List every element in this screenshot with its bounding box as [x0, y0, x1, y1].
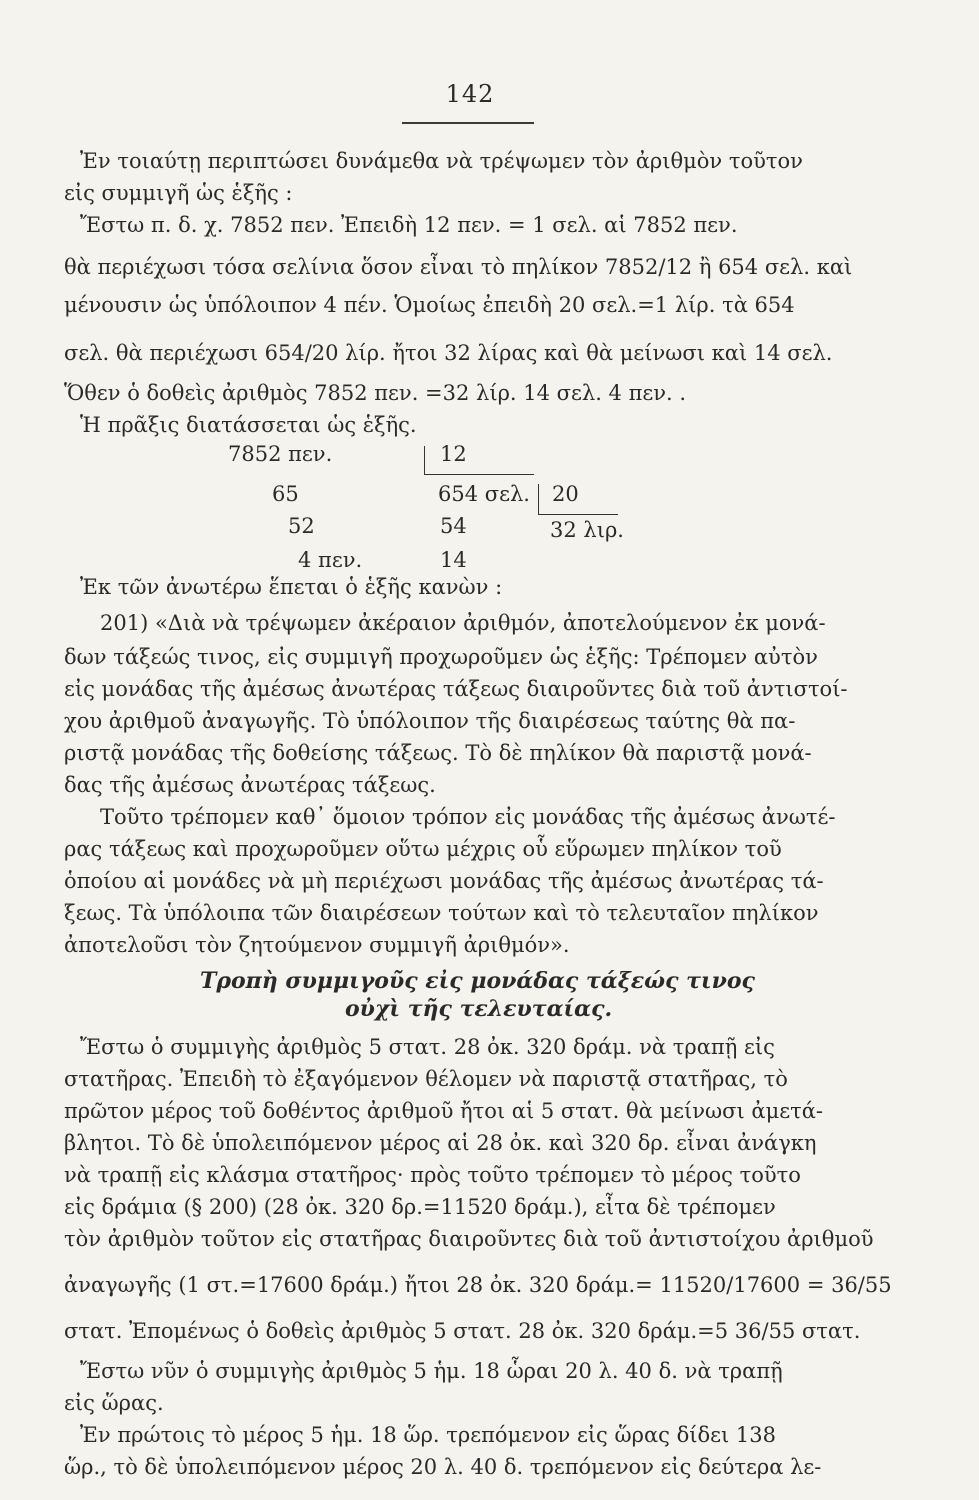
text-line: δας τῆς ἀμέσως ἀνωτέρας τάξεως. [64, 773, 436, 797]
text-line: εἰς μονάδας τῆς ἀμέσως ἀνωτέρας τάξεως διαιροῦντες διὰ τοῦ ἀντιστοί- [64, 677, 848, 701]
division-divisor-1: 12 [440, 442, 467, 466]
text-line: εἰς συμμιγῆ ὡς ἑξῆς : [64, 181, 293, 205]
section-heading: οὐχὶ τῆς τελευταίας. [345, 996, 613, 1022]
text-line: πρῶτον μέρος τοῦ δοθέντος ἀριθμοῦ ἤτοι αἱ 5 στατ. θὰ μείνωσι ἀμετά- [64, 1099, 824, 1123]
text-line: εἰς δράμια (§ 200) (28 ὀκ. 320 δρ.=11520 δράμ.), εἶτα δὲ τρέπομεν [64, 1195, 776, 1219]
text-line: Ὅθεν ὁ δοθεὶς ἀριθμὸς 7852 πεν. =32 λίρ. 14 σελ. 4 πεν. . [64, 381, 687, 405]
text-line: Ἐν πρώτοις τὸ μέρος 5 ἡμ. 18 ὥρ. τρεπόμενον εἰς ὥρας δίδει 138 [80, 1423, 776, 1447]
text-line: Ἡ πρᾶξις διατάσσεται ὡς ἑξῆς. [80, 413, 417, 437]
page-number: 142 [445, 80, 495, 108]
text-line: ἀποτελοῦσι τὸν ζητούμενον συμμιγῆ ἀριθμόν». [64, 933, 570, 957]
text-line: Ἐκ τῶν ἀνωτέρω ἕπεται ὁ ἑξῆς κανὼν : [80, 575, 503, 599]
text-line: ρας τάξεως καὶ προχωροῦμεν οὕτω μέχρις οὗ εὕρωμεν πηλίκον τοῦ [64, 837, 782, 861]
text-line: Ἔστω ὁ συμμιγὴς ἀριθμὸς 5 στατ. 28 ὀκ. 320 δράμ. νὰ τραπῇ εἰς [80, 1035, 775, 1059]
text-line: ξεως. Τὰ ὑπόλοιπα τῶν διαιρέσεων τούτων καὶ τὸ τελευταῖον πηλίκον [64, 901, 819, 925]
division-bar-horizontal-2 [538, 514, 618, 515]
division-bar-vertical-2 [538, 484, 539, 514]
text-line: νὰ τραπῇ εἰς κλάσμα στατῆρος· πρὸς τοῦτο τρέπομεν τὸ μέρος τοῦτο [64, 1163, 801, 1187]
text-line: θὰ περιέχωσι τόσα σελίνια ὅσον εἶναι τὸ πηλίκον 7852/12 ἢ 654 σελ. καὶ [64, 255, 853, 279]
division-bar-vertical-1 [424, 446, 425, 474]
text-line: μένουσιν ὡς ὑπόλοιπον 4 πέν. Ὁμοίως ἐπειδὴ 20 σελ.=1 λίρ. τὰ 654 [64, 293, 795, 317]
text-line: δων τάξεώς τινος, εἰς συμμιγῆ προχωροῦμεν ὡς ἑξῆς: Τρέπομεν αὐτὸν [64, 645, 818, 669]
division-step: 54 [440, 514, 467, 538]
division-dividend: 7852 πεν. [228, 442, 333, 466]
division-quotient-2: 32 λιρ. [550, 518, 624, 542]
division-quotient-1: 654 σελ. [438, 482, 530, 506]
division-divisor-2: 20 [552, 482, 579, 506]
text-line: ριστᾷ μονάδας τῆς δοθείσης τάξεως. Τὸ δὲ πηλίκον θὰ παριστᾷ μονά- [64, 741, 812, 765]
text-line: Ἐν τοιαύτῃ περιπτώσει δυνάμεθα νὰ τρέψωμεν τὸν ἀριθμὸν τοῦτον [80, 149, 803, 173]
text-line: βλητοι. Τὸ δὲ ὑπολειπόμενον μέρος αἱ 28 ὀκ. καὶ 320 δρ. εἶναι ἀνάγκη [64, 1131, 817, 1155]
text-line: στατῆρας. Ἐπειδὴ τὸ ἐξαγόμενον θέλομεν νὰ παριστᾷ στατῆρας, τὸ [64, 1067, 788, 1091]
page-number-rule [402, 122, 534, 124]
text-line: ὥρ., τὸ δὲ ὑπολειπόμενον μέρος 20 λ. 40 δ. τρεπόμενον εἰς δεύτερα λε- [64, 1455, 822, 1479]
text-line: σελ. θὰ περιέχωσι 654/20 λίρ. ἤτοι 32 λίρας καὶ θὰ μείνωσι καὶ 14 σελ. [64, 341, 833, 365]
text-line: 201) «Διὰ νὰ τρέψωμεν ἀκέραιον ἀριθμόν, ἀποτελούμενον ἐκ μονά- [100, 611, 826, 635]
text-line: Ἔστω νῦν ὁ συμμιγὴς ἀριθμὸς 5 ἡμ. 18 ὧραι 20 λ. 40 δ. νὰ τραπῇ [80, 1359, 783, 1383]
text-line: εἰς ὥρας. [64, 1391, 164, 1415]
division-remainder-1: 4 πεν. [298, 548, 363, 572]
text-line: Τοῦτο τρέπομεν καθ᾽ ὅμοιον τρόπον εἰς μονάδας τῆς ἀμέσως ἀνωτέ- [100, 805, 836, 829]
text-line: στατ. Ἐπομένως ὁ δοθεὶς ἀριθμὸς 5 στατ. 28 ὀκ. 320 δράμ.=5 36/55 στατ. [64, 1319, 861, 1343]
division-step: 52 [288, 514, 315, 538]
division-step: 65 [272, 482, 299, 506]
text-line: Ἔστω π. δ. χ. 7852 πεν. Ἐπειδὴ 12 πεν. = 1 σελ. αἱ 7852 πεν. [80, 213, 738, 237]
division-bar-horizontal-1 [424, 474, 534, 475]
text-line: χου ἀριθμοῦ ἀναγωγῆς. Τὸ ὑπόλοιπον τῆς διαιρέσεως ταύτης θὰ πα- [64, 709, 796, 733]
division-remainder-2: 14 [440, 548, 467, 572]
text-line: τὸν ἀριθμὸν τοῦτον εἰς στατῆρας διαιροῦντες διὰ τοῦ ἀντιστοίχου ἀριθμοῦ [64, 1227, 874, 1251]
text-line: ὁποίου αἱ μονάδες νὰ μὴ περιέχωσι μονάδας τῆς ἀμέσως ἀνωτέρας τά- [64, 869, 824, 893]
text-line: ἀναγωγῆς (1 στ.=17600 δράμ.) ἤτοι 28 ὀκ. 320 δράμ.= 11520/17600 = 36/55 [64, 1273, 892, 1297]
section-heading: Τροπὴ συμμιγοῦς εἰς μονάδας τάξεώς τινος [200, 968, 755, 994]
